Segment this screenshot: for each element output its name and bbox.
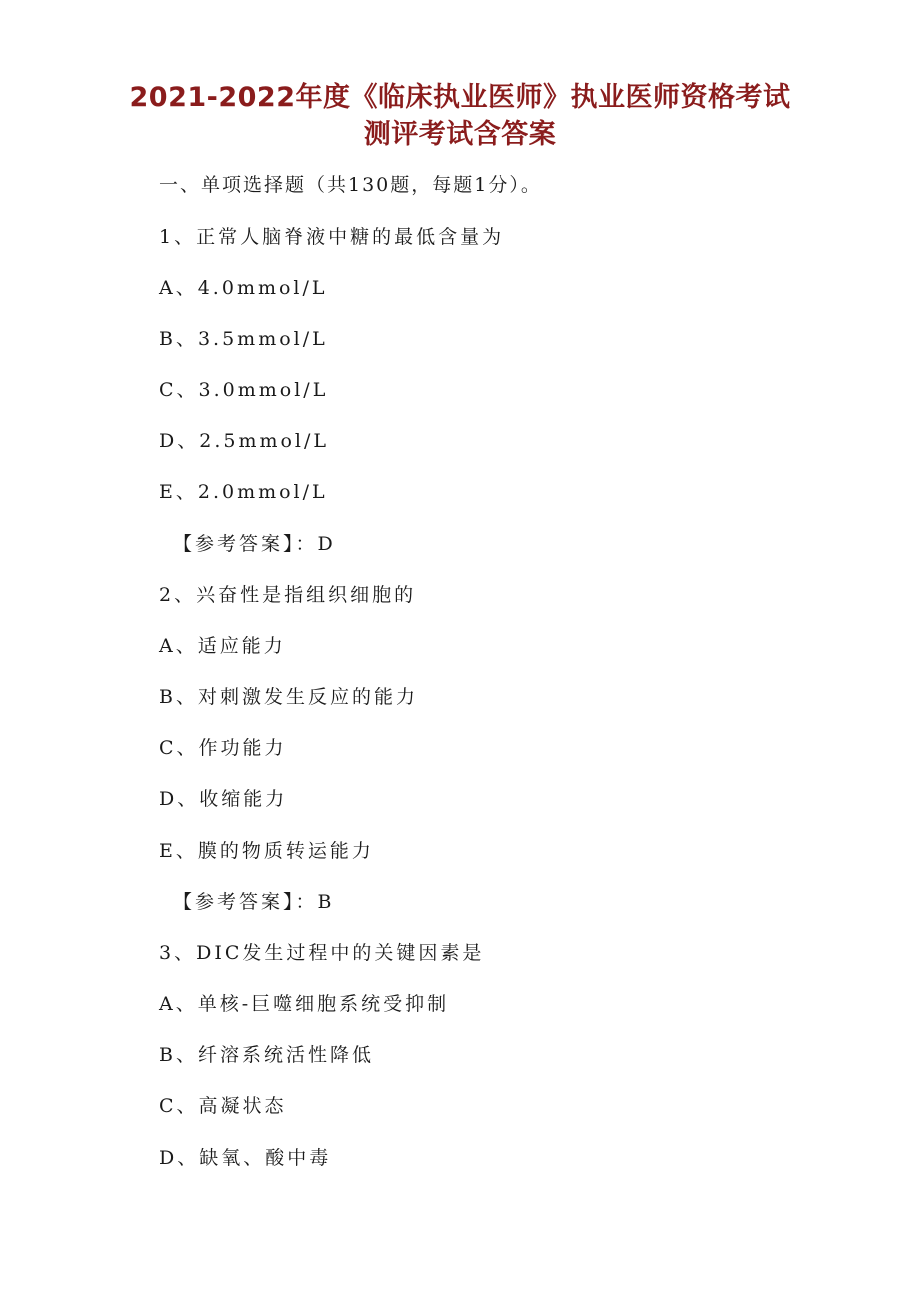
question-2-answer: 【参考答案】：B [173, 891, 335, 913]
question-1-option-e: E、2.0mmol/L [159, 481, 328, 503]
question-2-option-c: C、作功能力 [159, 737, 287, 759]
question-1-option-d: D、2.5mmol/L [159, 430, 330, 452]
question-2-option-d: D、收缩能力 [159, 788, 288, 810]
question-3-option-d: D、缺氧、酸中毒 [159, 1147, 332, 1169]
question-3-option-c: C、高凝状态 [159, 1095, 287, 1117]
section-heading: 一、单项选择题（共130题，每题1分）。 [159, 174, 542, 196]
question-1-stem: 1、正常人脑脊液中糖的最低含量为 [159, 226, 505, 248]
question-3-option-a: A、单核-巨噬细胞系统受抑制 [159, 993, 450, 1015]
question-1-option-a: A、4.0mmol/L [159, 277, 328, 299]
question-2-option-e: E、膜的物质转运能力 [159, 840, 374, 862]
question-1-answer: 【参考答案】：D [173, 533, 336, 555]
question-3-stem: 3、DIC发生过程中的关键因素是 [159, 942, 485, 964]
question-3-option-b: B、纤溶系统活性降低 [159, 1044, 374, 1066]
question-1-option-b: B、3.5mmol/L [159, 328, 328, 350]
document-title-line-2: 测评考试含答案 [363, 119, 557, 150]
question-2-option-b: B、对刺激发生反应的能力 [159, 686, 418, 708]
question-2-option-a: A、适应能力 [159, 635, 286, 657]
document-title-line-1: 2021-2022年度《临床执业医师》执业医师资格考试 [129, 82, 791, 113]
question-2-stem: 2、兴奋性是指组织细胞的 [159, 584, 417, 606]
question-1-option-c: C、3.0mmol/L [159, 379, 329, 401]
